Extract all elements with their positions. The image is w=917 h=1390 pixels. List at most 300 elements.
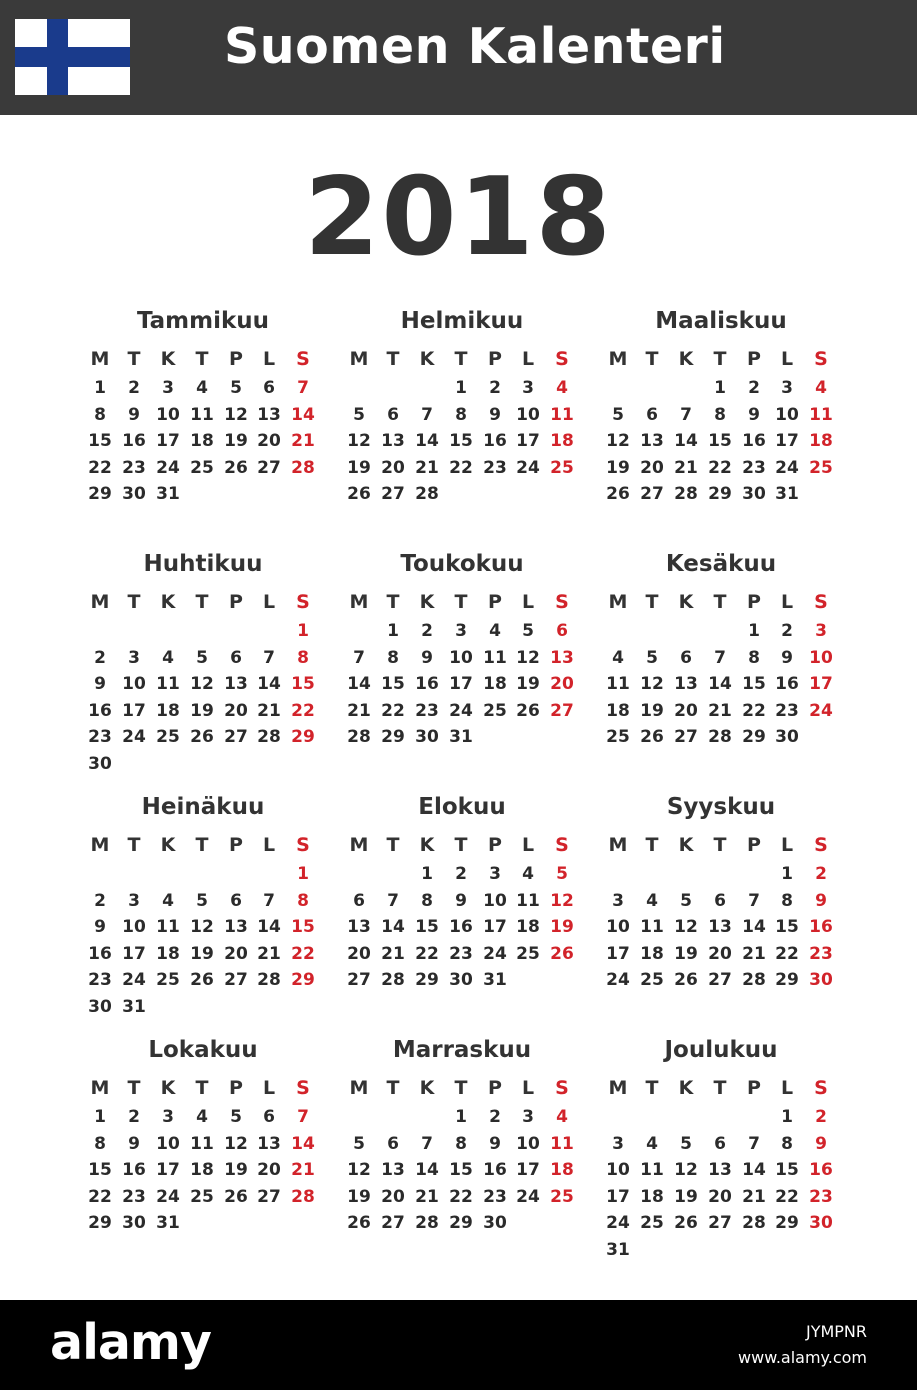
day-cell: 12 [640, 674, 664, 695]
day-cell: 23 [415, 700, 439, 721]
day-cell: 20 [708, 943, 732, 964]
day-cell: 25 [550, 1186, 574, 1207]
day-cell: 20 [257, 431, 281, 452]
day-cell: 13 [550, 647, 574, 668]
day-cell: 15 [291, 674, 315, 695]
weekday-header: S [814, 1077, 828, 1099]
weekday-header: K [160, 1077, 176, 1099]
day-cell: 19 [516, 674, 540, 695]
day-cell: 12 [190, 917, 214, 938]
day-cell: 24 [516, 457, 540, 478]
day-cell: 16 [415, 674, 439, 695]
day-cell: 15 [88, 431, 112, 452]
weekday-header: T [713, 591, 727, 613]
day-cell: 10 [775, 404, 799, 425]
weekday-header: P [488, 834, 502, 856]
day-cell: 17 [483, 917, 507, 938]
image-id: JYMPNR [805, 1322, 867, 1341]
day-cell: 23 [742, 457, 766, 478]
day-cell: 5 [353, 1133, 365, 1154]
day-cell: 5 [646, 647, 658, 668]
day-cell: 25 [809, 457, 833, 478]
day-cell: 8 [387, 647, 399, 668]
weekday-header: S [814, 591, 828, 613]
day-cell: 26 [347, 484, 371, 505]
weekday-header: P [229, 348, 243, 370]
day-cell: 20 [257, 1160, 281, 1181]
day-cell: 10 [606, 917, 630, 938]
day-cell: 13 [708, 917, 732, 938]
day-cell: 21 [257, 943, 281, 964]
day-cell: 21 [381, 943, 405, 964]
day-cell: 6 [230, 647, 242, 668]
day-cell: 30 [88, 754, 112, 774]
weekday-header: M [349, 348, 369, 370]
day-cell: 14 [742, 917, 766, 938]
day-cell: 30 [415, 727, 439, 748]
day-cell: 12 [516, 647, 540, 668]
day-cell: 24 [775, 457, 799, 478]
day-cell: 12 [347, 431, 371, 452]
day-cell: 16 [88, 700, 112, 721]
month-name: Marraskuu [392, 1037, 532, 1063]
day-cell: 30 [775, 727, 799, 748]
weekday-header: K [678, 591, 694, 613]
weekday-header: M [608, 1077, 628, 1099]
day-cell: 18 [550, 431, 574, 452]
weekday-header: T [454, 348, 468, 370]
day-cell: 14 [291, 404, 315, 425]
day-cell: 3 [455, 621, 467, 641]
weekday-header: M [349, 834, 369, 856]
day-cell: 12 [347, 1160, 371, 1181]
day-cell: 21 [742, 943, 766, 964]
weekday-header: S [296, 591, 310, 613]
day-cell: 13 [347, 917, 371, 938]
day-cell: 5 [612, 404, 624, 425]
day-cell: 11 [550, 1133, 574, 1154]
day-cell: 27 [257, 457, 281, 478]
weekday-header: S [296, 1077, 310, 1099]
day-cell: 5 [196, 890, 208, 911]
day-cell: 13 [224, 917, 248, 938]
day-cell: 24 [606, 970, 630, 991]
day-cell: 5 [230, 378, 242, 398]
day-cell: 18 [606, 700, 630, 721]
day-cell: 1 [297, 621, 309, 641]
day-cell: 17 [156, 1160, 180, 1181]
weekday-header: L [780, 1077, 794, 1099]
weekday-header: T [195, 1077, 209, 1099]
day-cell: 4 [612, 647, 624, 668]
day-cell: 26 [190, 727, 214, 748]
weekday-header: T [195, 348, 209, 370]
day-cell: 13 [257, 404, 281, 425]
day-cell: 23 [775, 700, 799, 721]
day-cell: 28 [742, 970, 766, 991]
day-cell: 28 [257, 970, 281, 991]
weekday-header: M [90, 834, 110, 856]
day-cell: 31 [483, 970, 507, 991]
day-cell: 30 [88, 997, 112, 1017]
day-cell: 27 [257, 1186, 281, 1207]
day-cell: 26 [606, 484, 630, 505]
weekday-header: T [454, 1077, 468, 1099]
weekday-header: T [645, 348, 659, 370]
day-cell: 30 [809, 970, 833, 991]
day-cell: 2 [128, 1107, 140, 1127]
day-cell: 8 [297, 890, 309, 911]
day-cell: 23 [483, 457, 507, 478]
day-cell: 2 [128, 378, 140, 398]
day-cell: 23 [122, 1186, 146, 1207]
day-cell: 3 [128, 647, 140, 668]
day-cell: 24 [516, 1186, 540, 1207]
day-cell: 9 [455, 890, 467, 911]
weekday-header: L [780, 591, 794, 613]
day-cell: 23 [88, 970, 112, 991]
day-cell: 24 [449, 700, 473, 721]
day-cell: 4 [162, 890, 174, 911]
day-cell: 8 [455, 404, 467, 425]
weekday-header: S [814, 348, 828, 370]
day-cell: 7 [421, 1133, 433, 1154]
month-name: Helmikuu [400, 308, 524, 334]
day-cell: 24 [156, 457, 180, 478]
day-cell: 11 [550, 404, 574, 425]
day-cell: 21 [257, 700, 281, 721]
day-cell: 9 [94, 917, 106, 938]
day-cell: 6 [556, 621, 568, 641]
month-name: Syyskuu [666, 794, 776, 820]
weekday-header: L [780, 834, 794, 856]
day-cell: 23 [88, 727, 112, 748]
day-cell: 12 [224, 1133, 248, 1154]
day-cell: 5 [522, 621, 534, 641]
weekday-header: K [160, 591, 176, 613]
weekday-header: T [386, 1077, 400, 1099]
day-cell: 26 [674, 970, 698, 991]
day-cell: 9 [489, 1133, 501, 1154]
day-cell: 7 [353, 647, 365, 668]
day-cell: 9 [128, 1133, 140, 1154]
day-cell: 10 [606, 1160, 630, 1181]
day-cell: 28 [708, 727, 732, 748]
day-cell: 26 [224, 457, 248, 478]
day-cell: 11 [640, 917, 664, 938]
day-cell: 28 [257, 727, 281, 748]
day-cell: 6 [714, 1133, 726, 1154]
day-cell: 24 [156, 1186, 180, 1207]
day-cell: 9 [421, 647, 433, 668]
day-cell: 30 [742, 484, 766, 505]
day-cell: 4 [522, 864, 534, 884]
day-cell: 4 [162, 647, 174, 668]
year-heading: 2018 [304, 155, 613, 280]
weekday-header: K [678, 834, 694, 856]
weekday-header: M [90, 591, 110, 613]
day-cell: 20 [224, 700, 248, 721]
day-cell: 19 [640, 700, 664, 721]
weekday-header: P [229, 591, 243, 613]
day-cell: 5 [680, 890, 692, 911]
weekday-header: T [386, 348, 400, 370]
weekday-header: L [262, 591, 276, 613]
day-cell: 16 [122, 431, 146, 452]
day-cell: 3 [489, 864, 501, 884]
day-cell: 8 [94, 404, 106, 425]
day-cell: 7 [714, 647, 726, 668]
day-cell: 3 [162, 378, 174, 398]
day-cell: 30 [809, 1213, 833, 1234]
weekday-header: S [296, 834, 310, 856]
weekday-header: K [160, 348, 176, 370]
day-cell: 16 [449, 917, 473, 938]
day-cell: 10 [449, 647, 473, 668]
day-cell: 18 [156, 943, 180, 964]
day-cell: 19 [674, 943, 698, 964]
day-cell: 15 [291, 917, 315, 938]
weekday-header: T [645, 591, 659, 613]
day-cell: 4 [646, 890, 658, 911]
day-cell: 26 [516, 700, 540, 721]
day-cell: 22 [291, 700, 315, 721]
day-cell: 3 [128, 890, 140, 911]
day-cell: 17 [449, 674, 473, 695]
day-cell: 15 [742, 674, 766, 695]
day-cell: 14 [257, 674, 281, 695]
day-cell: 27 [640, 484, 664, 505]
day-cell: 18 [809, 431, 833, 452]
day-cell: 7 [297, 378, 309, 398]
weekday-header: T [713, 834, 727, 856]
day-cell: 31 [122, 997, 146, 1017]
day-cell: 13 [708, 1160, 732, 1181]
day-cell: 25 [640, 970, 664, 991]
day-cell: 19 [606, 457, 630, 478]
day-cell: 25 [606, 727, 630, 748]
calendar-title: Suomen Kalenteri [224, 18, 726, 75]
day-cell: 27 [224, 727, 248, 748]
day-cell: 6 [230, 890, 242, 911]
weekday-header: P [488, 348, 502, 370]
day-cell: 1 [748, 621, 760, 641]
day-cell: 17 [122, 943, 146, 964]
day-cell: 20 [674, 700, 698, 721]
day-cell: 3 [612, 890, 624, 911]
day-cell: 22 [415, 943, 439, 964]
day-cell: 21 [708, 700, 732, 721]
day-cell: 7 [297, 1107, 309, 1127]
day-cell: 16 [775, 674, 799, 695]
day-cell: 20 [347, 943, 371, 964]
day-cell: 27 [674, 727, 698, 748]
day-cell: 9 [128, 404, 140, 425]
weekday-header: L [262, 348, 276, 370]
day-cell: 23 [483, 1186, 507, 1207]
day-cell: 17 [122, 700, 146, 721]
weekday-header: M [90, 348, 110, 370]
day-cell: 3 [781, 378, 793, 398]
day-cell: 1 [455, 378, 467, 398]
weekday-header: P [488, 591, 502, 613]
day-cell: 15 [381, 674, 405, 695]
day-cell: 4 [196, 378, 208, 398]
day-cell: 29 [775, 970, 799, 991]
day-cell: 7 [748, 890, 760, 911]
day-cell: 7 [263, 647, 275, 668]
day-cell: 4 [646, 1133, 658, 1154]
day-cell: 31 [156, 484, 180, 505]
finland-flag-icon [15, 19, 130, 95]
day-cell: 27 [381, 1213, 405, 1234]
month-name: Huhtikuu [143, 551, 263, 577]
month-name: Toukokuu [400, 551, 524, 577]
weekday-header: M [608, 591, 628, 613]
day-cell: 29 [291, 727, 315, 748]
day-cell: 21 [291, 431, 315, 452]
day-cell: 24 [809, 700, 833, 721]
day-cell: 24 [606, 1213, 630, 1234]
day-cell: 18 [190, 1160, 214, 1181]
weekday-header: T [386, 834, 400, 856]
weekday-header: T [713, 348, 727, 370]
day-cell: 2 [489, 378, 501, 398]
day-cell: 17 [156, 431, 180, 452]
day-cell: 15 [415, 917, 439, 938]
footer-logo: alamy [50, 1314, 211, 1371]
day-cell: 2 [815, 1107, 827, 1127]
day-cell: 8 [781, 1133, 793, 1154]
day-cell: 8 [781, 890, 793, 911]
day-cell: 11 [156, 917, 180, 938]
day-cell: 12 [190, 674, 214, 695]
weekday-header: T [386, 591, 400, 613]
day-cell: 23 [122, 457, 146, 478]
day-cell: 4 [489, 621, 501, 641]
day-cell: 6 [353, 890, 365, 911]
day-cell: 7 [263, 890, 275, 911]
day-cell: 13 [381, 1160, 405, 1181]
day-cell: 6 [263, 378, 275, 398]
day-cell: 9 [815, 1133, 827, 1154]
day-cell: 8 [748, 647, 760, 668]
day-cell: 13 [674, 674, 698, 695]
day-cell: 22 [742, 700, 766, 721]
day-cell: 31 [775, 484, 799, 505]
day-cell: 30 [483, 1213, 507, 1234]
weekday-header: M [608, 348, 628, 370]
day-cell: 25 [156, 727, 180, 748]
day-cell: 10 [122, 674, 146, 695]
day-cell: 12 [224, 404, 248, 425]
day-cell: 24 [122, 727, 146, 748]
day-cell: 13 [381, 431, 405, 452]
weekday-header: T [454, 591, 468, 613]
weekday-header: K [160, 834, 176, 856]
day-cell: 2 [94, 890, 106, 911]
day-cell: 11 [190, 1133, 214, 1154]
day-cell: 1 [781, 1107, 793, 1127]
header-bar [0, 0, 917, 115]
day-cell: 9 [781, 647, 793, 668]
day-cell: 10 [516, 1133, 540, 1154]
day-cell: 5 [680, 1133, 692, 1154]
day-cell: 2 [421, 621, 433, 641]
footer-bar [0, 1300, 917, 1390]
day-cell: 5 [556, 864, 568, 884]
day-cell: 12 [606, 431, 630, 452]
day-cell: 10 [156, 1133, 180, 1154]
day-cell: 14 [415, 431, 439, 452]
day-cell: 3 [815, 621, 827, 641]
month-name: Maaliskuu [655, 308, 787, 334]
weekday-header: P [747, 1077, 761, 1099]
day-cell: 17 [775, 431, 799, 452]
day-cell: 11 [809, 404, 833, 425]
day-cell: 22 [708, 457, 732, 478]
day-cell: 5 [230, 1107, 242, 1127]
day-cell: 16 [88, 943, 112, 964]
day-cell: 12 [674, 917, 698, 938]
day-cell: 6 [714, 890, 726, 911]
day-cell: 12 [550, 890, 574, 911]
day-cell: 5 [196, 647, 208, 668]
day-cell: 7 [421, 404, 433, 425]
day-cell: 25 [550, 457, 574, 478]
weekday-header: P [747, 834, 761, 856]
day-cell: 15 [775, 1160, 799, 1181]
day-cell: 16 [809, 917, 833, 938]
day-cell: 31 [449, 727, 473, 748]
day-cell: 29 [742, 727, 766, 748]
weekday-header: L [521, 348, 535, 370]
day-cell: 13 [224, 674, 248, 695]
day-cell: 13 [640, 431, 664, 452]
weekday-header: L [521, 834, 535, 856]
weekday-header: L [262, 834, 276, 856]
weekday-header: S [555, 1077, 569, 1099]
day-cell: 8 [421, 890, 433, 911]
day-cell: 22 [381, 700, 405, 721]
day-cell: 29 [775, 1213, 799, 1234]
day-cell: 10 [516, 404, 540, 425]
day-cell: 2 [748, 378, 760, 398]
day-cell: 30 [449, 970, 473, 991]
day-cell: 1 [421, 864, 433, 884]
day-cell: 1 [94, 378, 106, 398]
weekday-header: T [127, 591, 141, 613]
weekday-header: L [521, 1077, 535, 1099]
day-cell: 14 [291, 1133, 315, 1154]
day-cell: 24 [122, 970, 146, 991]
day-cell: 29 [88, 1213, 112, 1234]
day-cell: 29 [449, 1213, 473, 1234]
weekday-header: M [608, 834, 628, 856]
day-cell: 8 [455, 1133, 467, 1154]
day-cell: 4 [556, 1107, 568, 1127]
day-cell: 29 [381, 727, 405, 748]
weekday-header: T [645, 1077, 659, 1099]
weekday-header: P [747, 348, 761, 370]
day-cell: 10 [156, 404, 180, 425]
day-cell: 15 [449, 1160, 473, 1181]
day-cell: 29 [708, 484, 732, 505]
weekday-header: M [349, 591, 369, 613]
day-cell: 2 [455, 864, 467, 884]
day-cell: 3 [612, 1133, 624, 1154]
weekday-header: K [419, 591, 435, 613]
